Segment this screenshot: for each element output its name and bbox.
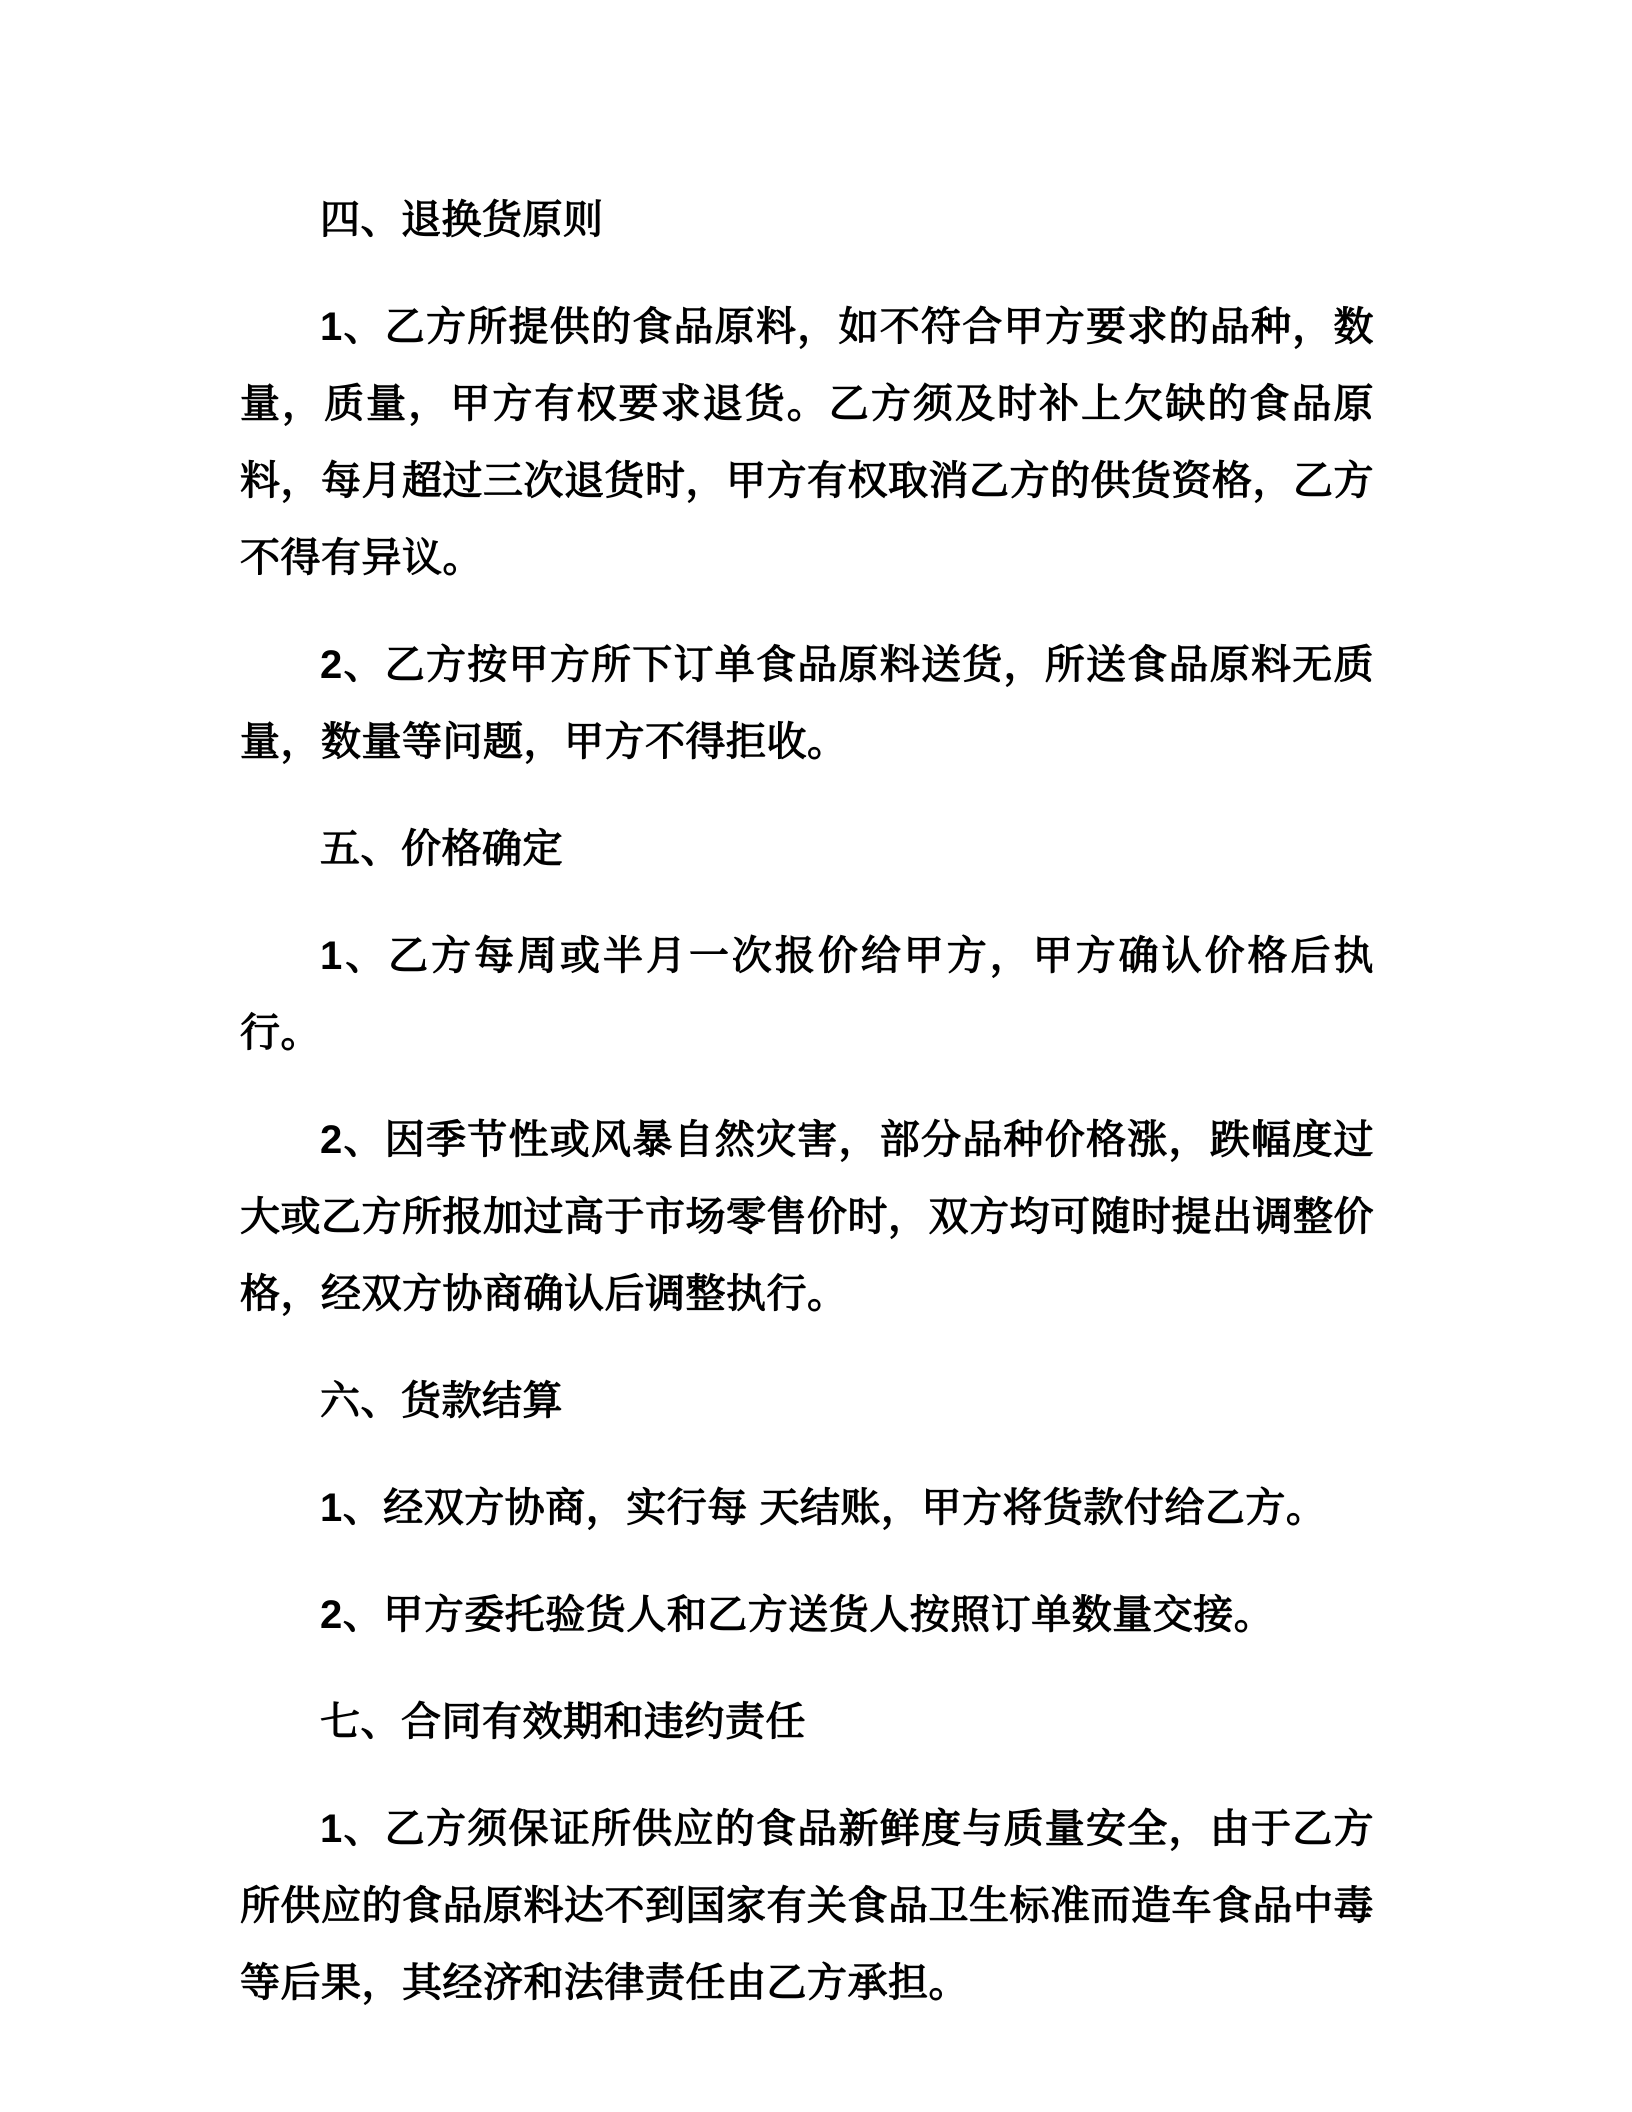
document-body — [240, 182, 1374, 2022]
section-4-item-1: 1、乙方所提供的食品原料，如不符合甲方要求的品种，数量，质量，甲方有权要求退货。乙方须及时补上欠缺的食品原料，每月超过三次退货时，甲方有权取消乙方的供货资格，乙方不得有异议。 — [240, 305, 1374, 580]
section-5-heading: 五、价格确定 — [320, 827, 563, 871]
section-6-item-2: 2、甲方委托验货人和乙方送货人按照订单数量交接。 — [320, 1593, 1275, 1637]
section-7-item-1: 1、乙方须保证所供应的食品新鲜度与质量安全，由于乙方所供应的食品原料达不到国家有关食品卫生标准而造车食品中毒等后果，其经济和法律责任由乙方承担。 — [240, 1807, 1374, 2005]
section-4-item-2: 2、乙方按甲方所下订单食品原料送货，所送食品原料无质量，数量等问题，甲方不得拒收。 — [240, 643, 1374, 764]
section-6-heading: 六、货款结算 — [320, 1379, 563, 1423]
section-6-item-1: 1、经双方协商，实行每 天结账，甲方将货款付给乙方。 — [320, 1486, 1327, 1530]
section-4-heading: 四、退换货原则 — [320, 198, 604, 242]
section-5-item-2: 2、因季节性或风暴自然灾害，部分品种价格涨，跌幅度过大或乙方所报加过高于市场零售价时，双方均可随时提出调整价格，经双方协商确认后调整执行。 — [240, 1118, 1374, 1316]
section-5-item-1: 1、乙方每周或半月一次报价给甲方，甲方确认价格后执行。 — [240, 934, 1374, 1055]
section-7-heading: 七、合同有效期和违约责任 — [320, 1700, 806, 1744]
